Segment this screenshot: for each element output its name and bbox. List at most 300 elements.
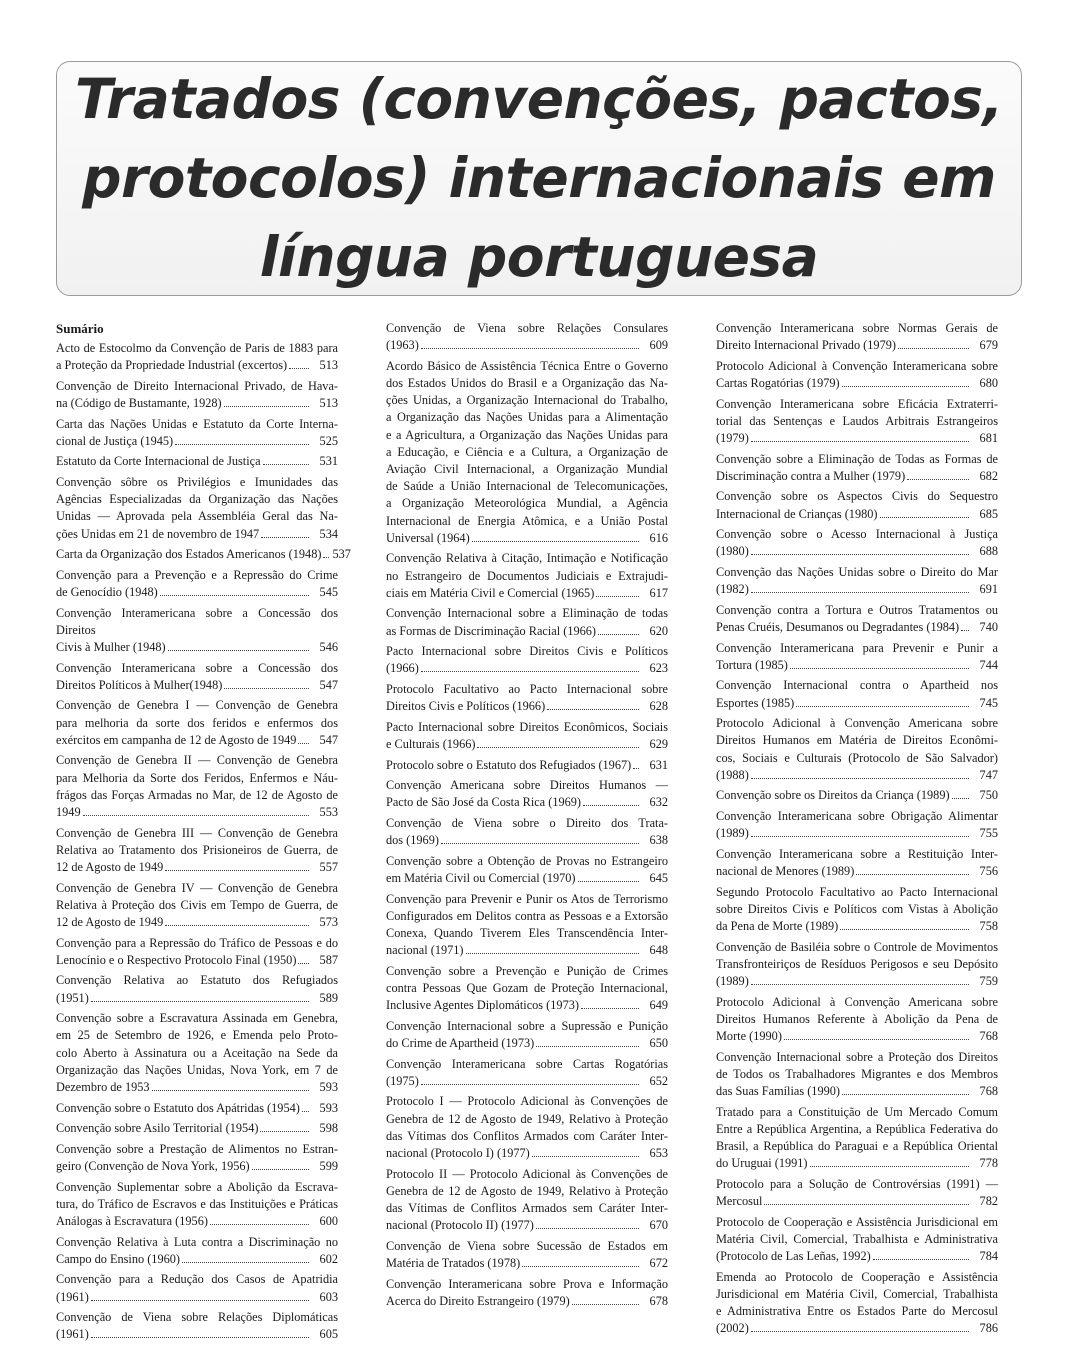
page-number: 681 — [979, 431, 998, 445]
toc-entry-last-line — [386, 997, 668, 1014]
toc-entry-line: Convenção sobre a Obtenção de Provas no Estrangeiro — [386, 853, 668, 868]
dot-leader — [751, 836, 969, 837]
toc-entry-text: ções Unidas em 21 de novembro de 1947 — [56, 526, 260, 541]
toc-entry-last-line — [56, 395, 338, 412]
toc-entry-last-line — [386, 736, 668, 753]
dot-leader — [441, 843, 639, 844]
title-box — [56, 61, 1022, 296]
toc-entry-line: Protocolo I — Protocolo Adicional às Convenções de — [386, 1094, 668, 1109]
dot-leader — [472, 541, 639, 542]
page-number: 537 — [332, 547, 351, 562]
toc-entry-text: geiro (Convenção de Nova York, 1956) — [56, 1158, 250, 1173]
toc-entry-last-line — [716, 1248, 998, 1265]
toc-entry — [386, 1056, 668, 1090]
toc-entry-last-line — [386, 794, 668, 811]
page-number: 648 — [649, 943, 668, 958]
toc-entry-line: Convenção de Viena sobre Sucessão de Estados em — [386, 1238, 668, 1253]
toc-entry-text: (1963) — [386, 338, 419, 353]
toc-entry-last-line — [56, 1079, 338, 1096]
toc-entry-text: (1961) — [56, 1327, 89, 1342]
page-number: 593 — [319, 1079, 338, 1094]
toc-entry — [386, 681, 668, 715]
toc-entry-line: Genebra de 12 de Agosto de 1949, Relativo à Proteção — [386, 1183, 668, 1198]
page-number: 616 — [649, 530, 668, 545]
toc-entry-line: Agências Especializadas da Organização das Nações — [56, 492, 338, 507]
toc-entry — [716, 640, 998, 674]
toc-entry-line: sobre Direitos Civis e Políticos com Vistas à Abolição — [716, 901, 998, 916]
dot-leader — [810, 1166, 969, 1167]
toc-entry-line: Convenção Suplementar sobre a Abolição da Escrava- — [56, 1179, 338, 1194]
dot-leader — [182, 1262, 309, 1263]
page-number: 740 — [979, 619, 998, 634]
toc-entry-last-line — [56, 584, 338, 601]
toc-entry — [716, 396, 998, 448]
toc-entry-line: Convenção para a Redução dos Casos de Apatridia — [56, 1272, 338, 1287]
toc-entry — [386, 963, 668, 1015]
dot-leader — [598, 634, 639, 635]
toc-entry-last-line — [56, 804, 338, 821]
toc-entry-line: Emenda ao Protocolo de Cooperação e Assistência — [716, 1269, 998, 1284]
toc-entry-last-line — [56, 1120, 338, 1137]
page-number: 750 — [979, 788, 998, 803]
dot-leader — [522, 1266, 639, 1267]
page-number: 525 — [319, 433, 338, 448]
toc-entry-line: a Organização Meteorológica Mundial, a Agência — [386, 496, 668, 511]
toc-entry — [56, 567, 338, 601]
page-number: 782 — [979, 1193, 998, 1208]
toc-entry — [716, 1214, 998, 1266]
page-number: 778 — [979, 1156, 998, 1171]
toc-entry-text: Acerca do Direito Estrangeiro (1979) — [386, 1293, 570, 1308]
toc-entry-text: (1980) — [716, 544, 749, 559]
toc-entry — [56, 825, 338, 877]
toc-entry-last-line — [56, 1251, 338, 1268]
toc-entry-line: Convenção Americana sobre Direitos Humanos — — [386, 778, 668, 793]
toc-entry-text: Direitos Civis e Políticos (1966) — [386, 699, 546, 714]
toc-entry-line: em 25 de Setembro de 1926, e Emenda pelo Proto- — [56, 1028, 338, 1043]
page-number: 573 — [319, 914, 338, 929]
toc-entry-last-line — [716, 375, 998, 392]
toc-entry-last-line — [56, 546, 351, 563]
toc-entry-line: Acto de Estocolmo da Convenção de Paris de 1883 para — [56, 341, 338, 355]
page-number: 593 — [319, 1100, 338, 1115]
dot-leader — [260, 1131, 309, 1132]
toc-entry-text: Penas Cruéis, Desumanos ou Degradantes (1984) — [716, 619, 960, 634]
toc-entry — [716, 526, 998, 560]
toc-entry-line: Convenção para Prevenir e Punir os Atos de Terrorismo — [386, 891, 668, 906]
toc-entry-line: das Vítimas de Conflitos Armados sem Caráter Inter- — [386, 1201, 668, 1215]
toc-entry-line: Convenção sôbre os Privilégios e Imunidades das — [56, 474, 338, 489]
dot-leader — [842, 386, 969, 387]
toc-entry-line: Convenção para a Repressão do Tráfico de Pessoas e do — [56, 935, 338, 950]
toc-entry-line: Convenção de Viena sobre o Direito dos Trata- — [386, 816, 668, 830]
toc-entry — [386, 1238, 668, 1272]
page-number: 620 — [649, 623, 668, 638]
page-number: 609 — [649, 338, 668, 353]
toc-entry-last-line — [716, 918, 998, 935]
toc-entry-text: 12 de Agosto de 1949 — [56, 859, 164, 874]
toc-entry — [386, 605, 668, 639]
dot-leader — [165, 870, 309, 871]
dot-leader — [961, 630, 969, 631]
toc-entry-line: Convenção sobre a Eliminação de Todas as Formas de — [716, 451, 998, 466]
toc-entry-line: Matéria Civil, Comercial, Trabalhista e Administrativa — [716, 1231, 998, 1246]
toc-entry-line: de Todos os Trabalhadores Migrantes e dos Membros — [716, 1066, 998, 1081]
toc-entry-last-line — [386, 337, 668, 354]
page-number: 557 — [319, 859, 338, 874]
toc-entry-line: Protocolo Adicional à Convenção Interamericana sobre — [716, 358, 998, 373]
toc-entry-line: Genebra de 12 de Agosto de 1949, Relativo à Proteção — [386, 1111, 668, 1126]
toc-entry-text: as Formas de Discriminação Racial (1966) — [386, 623, 597, 638]
toc-entry-text: (1982) — [716, 582, 749, 597]
toc-entry-line: cos, Sociais e Culturais (Protocolo de São Salvador) — [716, 750, 998, 765]
toc-entry-line: Configurados em Delitos contra as Pessoas e a Extorsão — [386, 908, 668, 923]
toc-entry-last-line — [386, 660, 668, 677]
toc-entry-line: Relativa ao Tratamento dos Prisioneiros de Guerra, de — [56, 842, 338, 857]
toc-entry-line: Convenção de Genebra I — Convenção de Genebra — [56, 698, 338, 713]
toc-entry-last-line — [716, 581, 998, 598]
toc-entry-line: e a Agricultura, a Organização das Nações Unidas para — [386, 427, 668, 442]
toc-entry — [716, 1269, 998, 1338]
toc-entry-line: Conexa, Quando Tiverem Eles Transcendência Inter- — [386, 926, 668, 940]
page-number: 598 — [319, 1121, 338, 1136]
toc-entry-last-line — [56, 732, 338, 749]
toc-entry-last-line — [716, 1028, 998, 1045]
toc-entry-line: Convenção de Basiléia sobre o Controle de Movimentos — [716, 939, 998, 954]
toc-entry-line: Direitos Humanos Referente à Abolição da Pena de — [716, 1011, 998, 1026]
toc-entry-line: Protocolo de Cooperação e Assistência Jurisdicional em — [716, 1214, 998, 1229]
toc-entry — [386, 815, 668, 849]
dot-leader — [160, 595, 309, 596]
toc-entry-line: Aviação Civil Internacional, a Organização Mundial — [386, 462, 668, 477]
toc-entry-text: cional de Justiça (1945) — [56, 433, 174, 448]
toc-entry-line: Unidas — Aprovada pela Assembléia Geral das Na- — [56, 509, 338, 524]
toc-entry — [56, 972, 338, 1006]
toc-entry-line: Protocolo para a Solução de Controvérsias (1991) — — [716, 1176, 998, 1191]
toc-entry — [716, 715, 998, 784]
page-number: 513 — [319, 358, 338, 373]
toc-entry — [716, 939, 998, 991]
toc-entry — [386, 757, 668, 774]
dot-leader — [210, 1224, 309, 1225]
toc-entry-text: nacional (Protocolo I) (1977) — [386, 1146, 530, 1160]
title-line: língua portuguesa — [259, 225, 819, 289]
toc-entry-text: a Proteção da Propriedade Industrial (excertos) — [56, 358, 288, 373]
toc-entry — [716, 884, 998, 936]
page-number: 653 — [649, 1146, 668, 1160]
toc-entry-last-line — [56, 357, 338, 374]
toc-entry-text: na (Código de Bustamante, 1928) — [56, 396, 222, 410]
toc-entry — [56, 1120, 338, 1137]
toc-entry-last-line — [56, 639, 338, 656]
toc-entry-text: (1951) — [56, 990, 89, 1005]
toc-entry — [56, 935, 338, 969]
toc-entry-line: Convenção Relativa ao Estatuto dos Refugiados — [56, 973, 338, 988]
page-number: 631 — [649, 757, 668, 772]
toc-entry-last-line — [56, 433, 338, 450]
dot-leader — [224, 406, 309, 407]
page-number: 547 — [319, 732, 338, 747]
dot-leader — [323, 557, 329, 558]
toc-entry-text: Internacional de Crianças (1980) — [716, 506, 878, 521]
toc-entry-last-line — [386, 530, 668, 547]
toc-entry-text: Campo do Ensino (1960) — [56, 1251, 180, 1266]
page-number: 602 — [319, 1251, 338, 1266]
toc-entry-line: Acordo Básico de Assistência Técnica Entre o Governo — [386, 358, 668, 373]
toc-entry-last-line — [716, 825, 998, 842]
toc-entry-last-line — [56, 952, 338, 969]
page-number: 649 — [649, 998, 668, 1013]
toc-entry — [716, 994, 998, 1046]
toc-entry-line: no Estrangeiro de Documentos Judiciais e Extrajudi- — [386, 568, 668, 583]
toc-entry-last-line — [716, 787, 998, 804]
toc-entry-line: Direitos Humanos em Matéria de Direitos Econômi- — [716, 733, 998, 748]
toc-entry-text: Protocolo sobre o Estatuto dos Refugiados (1967) — [386, 757, 632, 772]
toc-entry-line: e Administrativa Entre os Estados Parte do Mercosul — [716, 1303, 998, 1318]
page-number: 599 — [319, 1158, 338, 1173]
dot-leader — [152, 1090, 309, 1091]
toc-entry — [386, 320, 668, 354]
toc-entry-line: Convenção de Genebra III — Convenção de Genebra — [56, 825, 338, 840]
toc-entry-line: Relativa à Proteção dos Civis em Tempo de Guerra, de — [56, 897, 338, 912]
dot-leader — [252, 1169, 309, 1170]
dot-leader — [751, 778, 969, 779]
toc-entry — [386, 550, 668, 602]
toc-entry-last-line — [386, 942, 668, 959]
dot-leader — [261, 537, 309, 538]
toc-entry — [56, 697, 338, 749]
dot-leader — [764, 1204, 969, 1205]
toc-entry-last-line — [386, 1293, 668, 1310]
page-number: 758 — [979, 918, 998, 933]
page-title — [75, 60, 1003, 297]
toc-entry-last-line — [56, 677, 338, 694]
toc-entry-text: (1966) — [386, 661, 419, 676]
dot-leader — [302, 1111, 309, 1112]
toc-heading: Sumário — [56, 321, 104, 336]
dot-leader — [175, 444, 309, 445]
page-number: 645 — [649, 871, 668, 885]
toc-entry-text: dos (1969) — [386, 833, 439, 848]
page-number: 650 — [649, 1036, 668, 1050]
toc-entry — [716, 677, 998, 711]
toc-entry-last-line — [716, 1155, 998, 1172]
toc-entry-text: Direito Internacional Privado (1979) — [716, 338, 896, 353]
toc-entry-text: (1961) — [56, 1289, 89, 1304]
dot-leader — [532, 1156, 639, 1157]
toc-entry-text: nacional (Protocolo II) (1977) — [386, 1218, 534, 1233]
page-number: 679 — [979, 338, 998, 353]
page-number: 545 — [319, 584, 338, 599]
page-number: 589 — [319, 990, 338, 1005]
dot-leader — [165, 925, 309, 926]
dot-leader — [784, 1039, 969, 1040]
toc-entry — [716, 320, 998, 354]
toc-entry-text: nacional (1971) — [386, 943, 464, 958]
dot-leader — [578, 881, 639, 882]
toc-entry-text: Lenocínio e o Respectivo Protocolo Final (1950) — [56, 952, 297, 967]
toc-entry-last-line — [716, 543, 998, 560]
toc-entry-text: Convenção sobre o Estatuto dos Apátridas (1954) — [56, 1100, 300, 1115]
toc-entry-line: Convenção sobre a Prevenção e Punição de Crimes — [386, 963, 668, 978]
toc-column-1 — [56, 320, 351, 1347]
toc-entry-line: Convenção Internacional sobre a Proteção dos Direitos — [716, 1049, 998, 1064]
page-number: 759 — [979, 973, 998, 988]
toc-entry — [716, 451, 998, 485]
toc-entry-text: Dezembro de 1953 — [56, 1079, 150, 1094]
dot-leader — [547, 709, 639, 710]
toc-entry-text: ciais em Matéria Civil e Comercial (1965) — [386, 585, 595, 600]
toc-entry-line: Convenção Internacional sobre a Supressão e Punição — [386, 1018, 668, 1033]
toc-entry — [56, 378, 338, 412]
dot-leader — [952, 798, 969, 799]
toc-entry-line: contra Pessoas Que Gozam de Proteção Internacional, — [386, 981, 668, 995]
toc-entry — [56, 605, 338, 657]
toc-entry — [56, 880, 338, 932]
page-number: 685 — [979, 506, 998, 521]
page-number: 747 — [979, 767, 998, 782]
dot-leader — [596, 596, 639, 597]
toc-entry-line: Transfronteiriços de Resíduos Perigosos e seu Depósito — [716, 956, 998, 971]
toc-entry-line: Convenção Interamericana sobre Obrigação Alimentar — [716, 808, 998, 823]
toc-entry-last-line — [56, 526, 338, 543]
toc-entry-text: Matéria de Tratados (1978) — [386, 1256, 521, 1270]
page-number: 768 — [979, 1028, 998, 1043]
toc-entry-text: da Pena de Morte (1989) — [716, 918, 839, 933]
page-number: 680 — [979, 376, 998, 390]
toc-entry — [716, 846, 998, 880]
dot-leader — [842, 1094, 969, 1095]
page-number: 756 — [979, 863, 998, 878]
toc-entry — [716, 564, 998, 598]
toc-entry — [56, 474, 338, 543]
toc-entry-text: 1949 — [56, 804, 81, 819]
toc-entry — [386, 643, 668, 677]
toc-entry-line: a Organização das Nações Unidas para a Alimentação — [386, 410, 668, 425]
page-number: 629 — [649, 737, 668, 752]
toc-entry — [56, 1234, 338, 1268]
page-number: 600 — [319, 1213, 338, 1228]
page-number: 513 — [319, 396, 338, 410]
toc-entry — [716, 1176, 998, 1210]
toc-entry-last-line — [716, 430, 998, 447]
toc-entry-text: Direitos Políticos à Mulher(1948) — [56, 677, 223, 692]
dot-leader — [421, 1084, 639, 1085]
toc-entry-line: colo Aberto à Assinatura ou a Aceitação na Sede da — [56, 1045, 338, 1060]
toc-entry — [56, 660, 338, 694]
toc-entry-text: Pacto de São José da Costa Rica (1969) — [386, 795, 582, 810]
toc-entry-last-line — [386, 1073, 668, 1090]
toc-entry — [386, 777, 668, 811]
toc-entry-text: (1989) — [716, 973, 749, 988]
toc-entry-line: Protocolo Adicional à Convenção Americana sobre — [716, 994, 998, 1009]
toc-entry-text: Estatuto da Corte Internacional de Justiça — [56, 454, 261, 469]
page-number: 534 — [319, 526, 338, 541]
toc-entry-line: para melhoria da sorte dos feridos e enfermos dos — [56, 715, 338, 730]
toc-entry-text: Inclusive Agentes Diplomáticos (1973) — [386, 998, 579, 1013]
dot-leader — [289, 368, 309, 369]
toc-entry-line: Convenção Internacional contra o Apartheid nos — [716, 678, 998, 693]
page-number: 682 — [979, 468, 998, 483]
page-number: 553 — [319, 804, 338, 819]
dot-leader — [536, 1046, 639, 1047]
toc-entry — [56, 340, 338, 374]
toc-entry — [386, 1018, 668, 1052]
dot-leader — [263, 464, 309, 465]
toc-entry-last-line — [386, 1217, 668, 1234]
dot-leader — [751, 1331, 969, 1332]
toc-entry-last-line — [716, 695, 998, 712]
toc-entry-text: das Suas Famílias (1990) — [716, 1083, 840, 1098]
toc-entry-line: Convenção Interamericana para Prevenir e Punir a — [716, 640, 998, 655]
page-number: 605 — [319, 1327, 338, 1342]
toc-entry-line: Convenção de Viena sobre Relações Consulares — [386, 321, 668, 335]
dot-leader — [880, 517, 970, 518]
page-number: 632 — [649, 795, 668, 810]
toc-entry-last-line — [386, 1035, 668, 1052]
toc-entry-last-line — [56, 453, 338, 470]
dot-leader — [751, 592, 969, 593]
page-number: 652 — [649, 1073, 668, 1088]
toc-entry — [716, 787, 998, 804]
dot-leader — [91, 1337, 309, 1338]
toc-entry-last-line — [56, 859, 338, 876]
toc-entry-last-line — [386, 832, 668, 849]
dot-leader — [907, 479, 969, 480]
toc-entry-line: para Melhoria da Sorte dos Feridos, Enfermos e Náu- — [56, 770, 338, 785]
toc-entry — [386, 891, 668, 960]
dot-leader — [466, 953, 639, 954]
page-number: 672 — [649, 1256, 668, 1270]
dot-leader — [898, 348, 969, 349]
dot-leader — [536, 1228, 639, 1229]
page-number: 744 — [979, 657, 998, 672]
page-number: 531 — [319, 454, 338, 469]
toc-column-2 — [386, 320, 668, 1313]
page-number: 691 — [979, 582, 998, 597]
toc-entry — [716, 1104, 998, 1173]
toc-entry-line: Convenção para a Prevenção e a Repressão do Crime — [56, 567, 338, 582]
toc-entry-text: (1979) — [716, 431, 749, 445]
page-number: 603 — [319, 1289, 338, 1304]
dot-leader — [83, 815, 309, 816]
page-number: 623 — [649, 661, 668, 676]
toc-entry-line: Convenção Relativa à Luta contra a Discriminação no — [56, 1234, 338, 1249]
dot-leader — [751, 554, 969, 555]
dot-leader — [477, 747, 639, 748]
toc-entry-line: Convenção sobre a Escravatura Assinada em Genebra, — [56, 1011, 338, 1026]
toc-entry-last-line — [56, 1158, 338, 1175]
toc-entry-line: Convenção Interamericana sobre a Concessão dos — [56, 660, 338, 675]
toc-entry-text: Convenção sobre os Direitos da Criança (1989) — [716, 788, 950, 803]
page-number: 670 — [649, 1218, 668, 1233]
toc-entry — [56, 453, 338, 470]
toc-entry-text: Carta da Organização dos Estados Americanos (1948) — [56, 547, 322, 562]
toc-entry-line: Pacto Internacional sobre Direitos Econômicos, Sociais — [386, 719, 668, 734]
toc-entry-line: Segundo Protocolo Facultativo ao Pacto Internacional — [716, 884, 998, 899]
toc-column-3 — [716, 320, 998, 1341]
dot-leader — [91, 1001, 309, 1002]
page-number: 628 — [649, 699, 668, 714]
dot-leader — [583, 805, 639, 806]
page-number: 755 — [979, 826, 998, 841]
dot-leader — [633, 768, 639, 769]
dot-leader — [572, 1304, 639, 1305]
toc-entry-line: Convenção Interamericana sobre a Restituição Inter- — [716, 846, 998, 861]
dot-leader — [421, 671, 639, 672]
dot-leader — [873, 1259, 969, 1260]
toc-entry — [56, 416, 338, 450]
